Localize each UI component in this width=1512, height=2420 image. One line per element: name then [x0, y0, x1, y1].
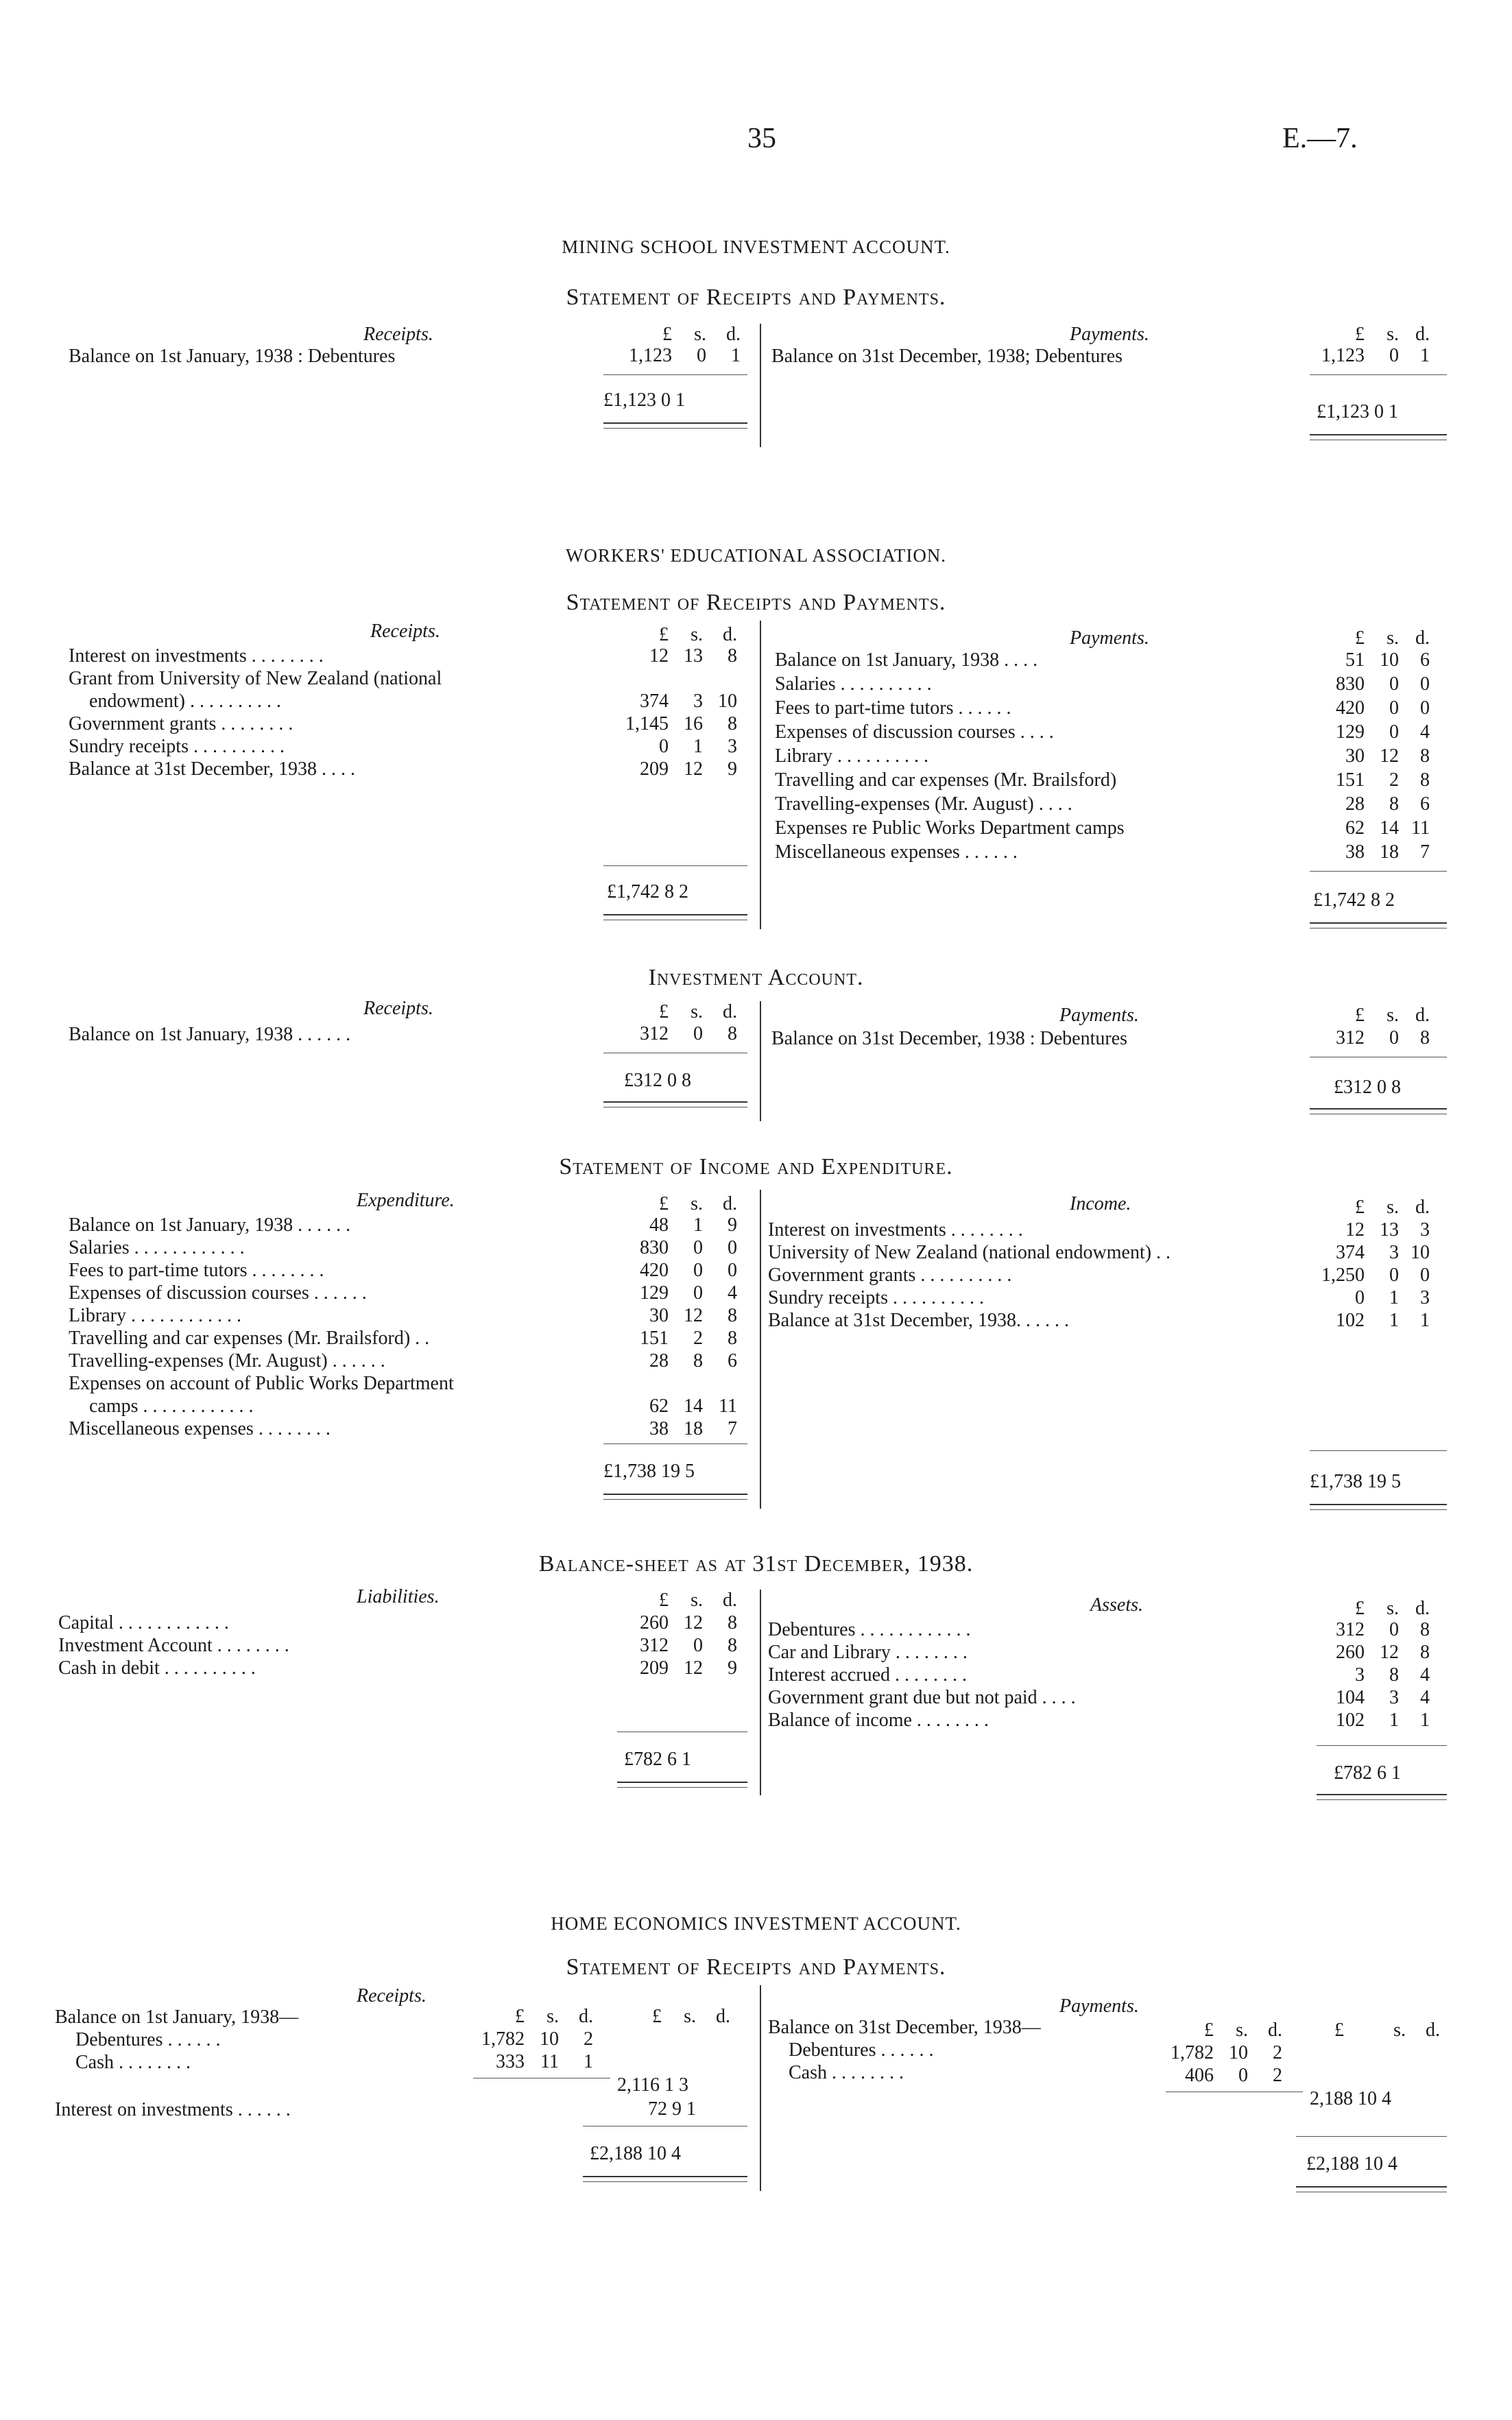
home-rule: [1296, 2136, 1447, 2137]
wea-receipts-col-head: £ s. d.: [659, 624, 737, 645]
home-payment-line: Balance on 31st December, 1938—: [768, 2017, 1041, 2038]
investment-receipts-head: Receipts.: [363, 998, 433, 1019]
balance-assets-head: Assets.: [1090, 1594, 1143, 1616]
list-item: Balance at 31st December, 1938 . . . . 209 12 9: [69, 758, 737, 780]
home-payments-col-head: £ s. d. £ s. d.: [1204, 2020, 1440, 2041]
mining-total-right: £1,123 0 1: [1317, 401, 1398, 422]
list-item: Expenses of discussion courses . . . . 129 0 4: [775, 721, 1430, 743]
page-number: 35: [747, 123, 776, 154]
home-total-rule: [1296, 2186, 1447, 2188]
mining-receipts-head: Receipts.: [363, 324, 433, 345]
list-item: Investment Account . . . . . . . . 312 0 8: [58, 1635, 737, 1656]
mining-subtitle: Statement of Receipts and Payments.: [566, 285, 946, 310]
investment-total-rule: [1310, 1108, 1447, 1110]
balance-total-rule: [617, 1787, 747, 1788]
wea-receipts-list: [69, 645, 737, 780]
income-total-rule: [1310, 1504, 1447, 1505]
mining-total-rule: [603, 428, 747, 429]
investment-total-rule: [603, 1101, 747, 1103]
income-expenditure-head: Expenditure.: [357, 1190, 455, 1211]
investment-receipts-col-head: £ s. d.: [659, 1001, 737, 1022]
list-item: Salaries . . . . . . . . . . 830 0 0: [775, 673, 1430, 695]
list-item: Expenses on account of Public Works Department: [69, 1373, 454, 1394]
home-payment-subtotal: 2,188 10 4: [1310, 2088, 1391, 2109]
investment-payments-head: Payments.: [1059, 1005, 1139, 1026]
list-item: Fees to part-time tutors . . . . . . 420 0 0: [775, 697, 1430, 719]
balance-liabilities-head: Liabilities.: [357, 1586, 440, 1607]
wea-total-left: £1,742 8 2: [607, 881, 688, 902]
income-total-rule: [603, 1499, 747, 1500]
investment-total-right: £312 0 8: [1334, 1077, 1401, 1098]
income-divider: [760, 1190, 761, 1509]
wea-total-rule: [1310, 928, 1447, 929]
list-item: Travelling and car expenses (Mr. Brailsford) 151 2 8: [775, 769, 1430, 791]
home-total-rule: [583, 2181, 747, 2182]
home-total-rule: [583, 2176, 747, 2177]
list-item: University of New Zealand (national endowment) . . 374 3 10: [768, 1242, 1430, 1263]
home-payment-cash: Cash . . . . . . . .: [789, 2062, 904, 2083]
list-item: Car and Library . . . . . . . . 260 12 8: [768, 1642, 1430, 1663]
list-item: Balance of income . . . . . . . . 102 1 1: [768, 1710, 1430, 1731]
list-item: Sundry receipts . . . . . . . . . . 0 1 3: [768, 1287, 1430, 1308]
mining-receipt-label: Balance on 1st January, 1938 : Debentures: [69, 346, 396, 367]
balance-total-rule: [1317, 1794, 1447, 1795]
list-item: endowment) . . . . . . . . . . 374 3 10: [89, 691, 737, 712]
investment-divider: [760, 1001, 761, 1121]
mining-divider: [760, 324, 761, 447]
investment-receipt-label: Balance on 1st January, 1938 . . . . . .: [69, 1024, 351, 1045]
wea-title: WORKERS' EDUCATIONAL ASSOCIATION.: [565, 545, 947, 566]
balance-assets-col-head: £ s. d.: [1355, 1598, 1430, 1619]
home-title: HOME ECONOMICS INVESTMENT ACCOUNT.: [551, 1913, 961, 1934]
home-receipts-col-head: £ s. d. £ s. d.: [515, 2006, 730, 2027]
wea-payments-head: Payments.: [1070, 627, 1149, 649]
investment-total-left: £312 0 8: [624, 1070, 691, 1091]
investment-payment-amount: 312 0 8: [1336, 1027, 1430, 1049]
income-rule: [1310, 1450, 1447, 1451]
list-item: Government grant due but not paid . . . . 104 3 4: [768, 1687, 1430, 1708]
list-item: Government grants . . . . . . . . . . 1,250 0 0: [768, 1265, 1430, 1286]
balance-total-rule: [617, 1782, 747, 1783]
balance-total-right: £782 6 1: [1334, 1762, 1401, 1784]
list-item: Fees to part-time tutors . . . . . . . . 420 0 0: [69, 1260, 737, 1281]
income-expenditure-col-head: £ s. d.: [659, 1193, 737, 1214]
home-divider: [760, 1985, 761, 2191]
mining-receipts-col-head: £ s. d.: [662, 324, 741, 345]
income-total-rule: [1310, 1509, 1447, 1510]
mining-total-rule: [1310, 434, 1447, 435]
list-item: Interest on investments . . . . . . . . 12 13 8: [69, 645, 737, 667]
wea-payments-col-head: £ s. d.: [1355, 627, 1430, 649]
list-item: Government grants . . . . . . . . 1,145 16 8: [69, 713, 737, 734]
income-title: Statement of Income and Expenditure.: [559, 1154, 953, 1179]
home-receipts-head: Receipts.: [357, 1985, 427, 2006]
income-total-rule: [603, 1494, 747, 1495]
mining-total-rule: [603, 422, 747, 424]
list-item: Cash in debit . . . . . . . . . . 209 12 9: [58, 1657, 737, 1679]
home-payment-debentures: Debentures . . . . . .: [789, 2039, 934, 2061]
home-payment-cash-amount: 406 0 2: [1185, 2065, 1282, 2086]
wea-rule: [1310, 871, 1447, 872]
home-receipt-cash: Cash . . . . . . . .: [75, 2052, 191, 2073]
balance-total-left: £782 6 1: [624, 1749, 691, 1770]
home-payment-debentures-amount: 1,782 10 2: [1171, 2042, 1282, 2063]
wea-payments-list: [775, 648, 1430, 864]
investment-payments-col-head: £ s. d.: [1355, 1005, 1430, 1026]
mining-payments-col-head: £ s. d.: [1355, 324, 1430, 345]
list-item: Capital . . . . . . . . . . . . 260 12 8: [58, 1612, 737, 1633]
home-receipt-debentures-amount: 1,782 10 2: [481, 2028, 593, 2050]
mining-payment-label: Balance on 31st December, 1938; Debentures: [771, 346, 1123, 367]
balance-rule: [1317, 1745, 1447, 1746]
home-total-right: £2,188 10 4: [1306, 2153, 1397, 2175]
income-income-head: Income.: [1070, 1193, 1131, 1214]
list-item: Travelling and car expenses (Mr. Brailsford) . . 151 2 8: [69, 1328, 737, 1349]
list-item: Interest accrued . . . . . . . . 3 8 4: [768, 1664, 1430, 1686]
balance-liabilities-list: [58, 1612, 737, 1679]
list-item: Balance at 31st December, 1938. . . . . . 102 1 1: [768, 1310, 1430, 1331]
wea-total-rule: [1310, 922, 1447, 924]
mining-payments-head: Payments.: [1070, 324, 1149, 345]
home-receipt-interest-amount: 72 9 1: [648, 2098, 696, 2120]
list-item: Expenses re Public Works Department camps 62 14 11: [775, 817, 1430, 839]
mining-title: MINING SCHOOL INVESTMENT ACCOUNT.: [562, 237, 950, 257]
list-item: Interest on investments . . . . . . . . 12 13 3: [768, 1219, 1430, 1241]
wea-total-right: £1,742 8 2: [1313, 889, 1395, 911]
balance-assets-list: [768, 1618, 1430, 1732]
list-item: Balance on 1st January, 1938 . . . . 51 10 6: [775, 649, 1430, 671]
balance-liabilities-col-head: £ s. d.: [659, 1590, 737, 1611]
mining-payment-amount: 1,123 0 1: [1321, 345, 1430, 366]
page-reference: E.—7.: [1282, 123, 1358, 154]
wea-receipts-head: Receipts.: [370, 621, 440, 642]
investment-payment-label: Balance on 31st December, 1938 : Debentures: [771, 1028, 1128, 1049]
wea-rule: [603, 865, 747, 866]
home-receipt-cash-amount: 333 11 1: [496, 2051, 593, 2072]
list-item: Miscellaneous expenses . . . . . . . . 38 18 7: [69, 1418, 737, 1439]
balance-title: Balance-sheet as at 31st December, 1938.: [538, 1551, 974, 1577]
mining-receipt-amount: 1,123 0 1: [629, 345, 741, 366]
home-total-left: £2,188 10 4: [590, 2143, 681, 2164]
list-item: Balance on 1st January, 1938 . . . . . . 48 1 9: [69, 1214, 737, 1236]
mining-rule: [1310, 374, 1447, 375]
home-receipt-line: Balance on 1st January, 1938—: [55, 2006, 299, 2028]
income-rule: [603, 1443, 747, 1444]
balance-divider: [760, 1590, 761, 1795]
balance-total-rule: [1317, 1799, 1447, 1800]
home-subtitle: Statement of Receipts and Payments.: [566, 1954, 946, 1980]
wea-divider: [760, 621, 761, 929]
list-item: Library . . . . . . . . . . 30 12 8: [775, 745, 1430, 767]
wea-total-rule: [603, 914, 747, 915]
mining-total-left: £1,123 0 1: [603, 390, 685, 411]
income-income-col-head: £ s. d.: [1355, 1197, 1430, 1218]
list-item: Miscellaneous expenses . . . . . . 38 18 7: [775, 841, 1430, 863]
list-item: Sundry receipts . . . . . . . . . . 0 1 3: [69, 736, 737, 757]
home-rule: [583, 2126, 747, 2127]
investment-receipt-amount: 312 0 8: [640, 1023, 737, 1044]
income-total-right: £1,738 19 5: [1310, 1471, 1401, 1492]
home-receipt-subtotal: 2,116 1 3: [617, 2074, 688, 2096]
income-income-list: [768, 1219, 1430, 1332]
list-item: Travelling-expenses (Mr. August) . . . . . . 28 8 6: [69, 1350, 737, 1371]
wea-subtitle: Statement of Receipts and Payments.: [566, 590, 946, 615]
mining-rule: [603, 374, 747, 375]
investment-title: Investment Account.: [648, 965, 864, 990]
list-item: Expenses of discussion courses . . . . . . 129 0 4: [69, 1282, 737, 1304]
home-receipt-interest: Interest on investments . . . . . .: [55, 2099, 291, 2120]
income-expenditure-list: [69, 1214, 737, 1440]
home-receipt-debentures: Debentures . . . . . .: [75, 2029, 221, 2050]
list-item: Grant from University of New Zealand (national: [69, 668, 442, 689]
income-total-left: £1,738 19 5: [603, 1461, 695, 1482]
list-item: Debentures . . . . . . . . . . . . 312 0 8: [768, 1619, 1430, 1640]
list-item: Library . . . . . . . . . . . . 30 12 8: [69, 1305, 737, 1326]
list-item: Travelling-expenses (Mr. August) . . . . 28 8 6: [775, 793, 1430, 815]
list-item: camps . . . . . . . . . . . . 62 14 11: [89, 1395, 737, 1417]
list-item: Salaries . . . . . . . . . . . . 830 0 0: [69, 1237, 737, 1258]
home-payments-head: Payments.: [1059, 1996, 1139, 2017]
